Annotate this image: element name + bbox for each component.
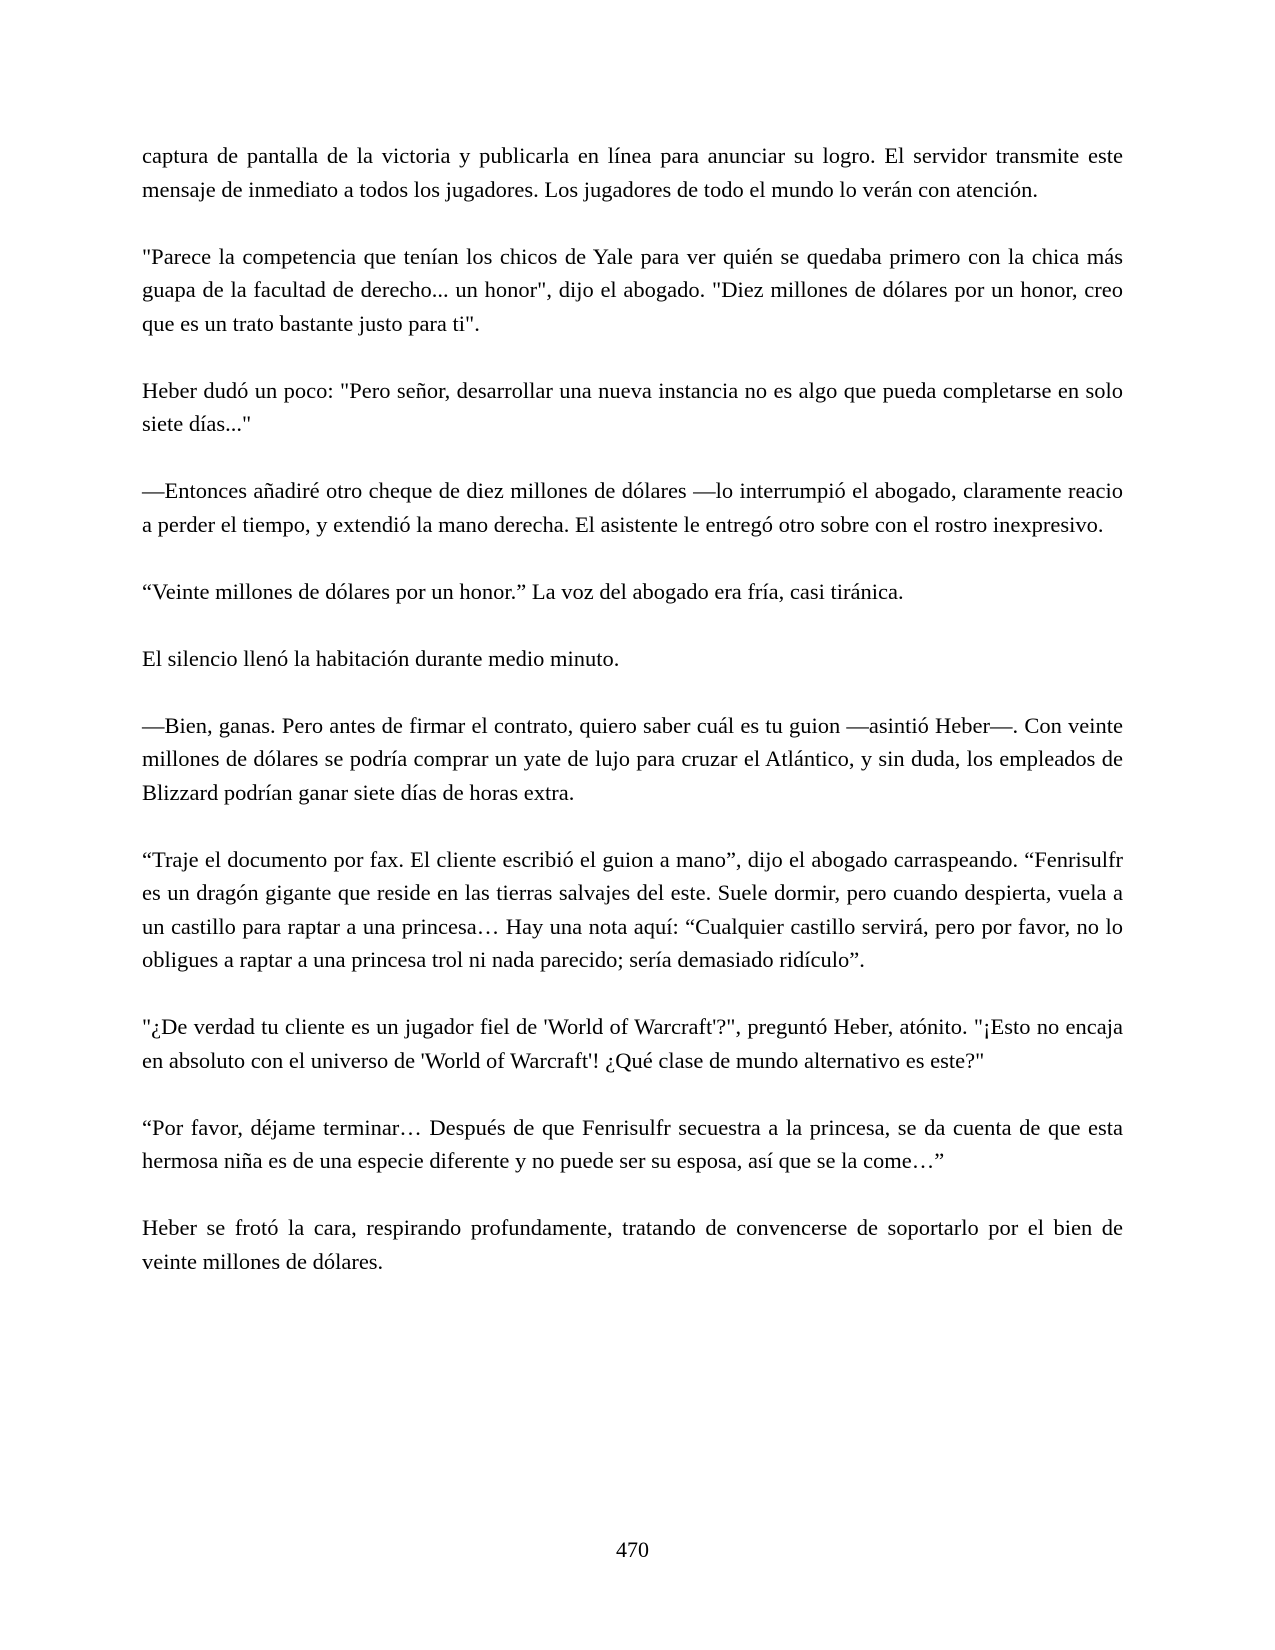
paragraph: —Entonces añadiré otro cheque de diez millones de dólares —lo interrumpió el abogado, claramente reacio a perder el tiempo, y extendió la mano derecha. El asistente le entregó otro sobre con el rostro inexpresivo. xyxy=(142,478,1123,537)
paragraph: Heber se frotó la cara, respirando profundamente, tratando de convencerse de soportarlo por el bien de veinte millones de dólares. xyxy=(142,1215,1123,1274)
paragraph: El silencio llenó la habitación durante medio minuto. xyxy=(142,645,620,671)
body-text xyxy=(142,139,1123,1278)
paragraph: —Bien, ganas. Pero antes de firmar el contrato, quiero saber cuál es tu guion —asintió Heber—. Con veinte millones de dólares se podría comprar un yate de lujo para cruzar el Atlántico, y sin duda, los empleados de Blizzard podrían ganar siete días de horas extra. xyxy=(142,712,1123,805)
paragraph: “Veinte millones de dólares por un honor.” La voz del abogado era fría, casi tiránica. xyxy=(142,578,904,604)
paragraph: captura de pantalla de la victoria y publicarla en línea para anunciar su logro. El servidor transmite este mensaje de inmediato a todos los jugadores. Los jugadores de todo el mundo lo verán con atención. xyxy=(142,143,1123,202)
paragraph: “Por favor, déjame terminar… Después de que Fenrisulfr secuestra a la princesa, se da cuenta de que esta hermosa niña es de una especie diferente y no puede ser su esposa, así que se la come…” xyxy=(142,1114,1123,1173)
paragraph: "Parece la competencia que tenían los chicos de Yale para ver quién se quedaba primero con la chica más guapa de la facultad de derecho... un honor", dijo el abogado. "Diez millones de dólares por un honor, creo que es un trato bastante justo para ti". xyxy=(142,243,1123,336)
paragraph: Heber dudó un poco: "Pero señor, desarrollar una nueva instancia no es algo que pueda completarse en solo siete días..." xyxy=(142,377,1123,436)
page-number: 470 xyxy=(616,1537,649,1562)
paragraph: "¿De verdad tu cliente es un jugador fiel de 'World of Warcraft'?", preguntó Heber, atónito. "¡Esto no encaja en absoluto con el universo de 'World of Warcraft'! ¿Qué clase de mundo alternativo es este?" xyxy=(142,1014,1123,1073)
paragraph: “Traje el documento por fax. El cliente escribió el guion a mano”, dijo el abogado carraspeando. “Fenrisulfr es un dragón gigante que reside en las tierras salvajes del este. Suele dormir, pero cuando despierta, vuela a un castillo para raptar a una princesa… Hay una nota aquí: “Cualquier castillo servirá, pero por favor, no lo obligues a raptar a una princesa trol ni nada parecido; sería demasiado ridículo”. xyxy=(142,846,1123,972)
